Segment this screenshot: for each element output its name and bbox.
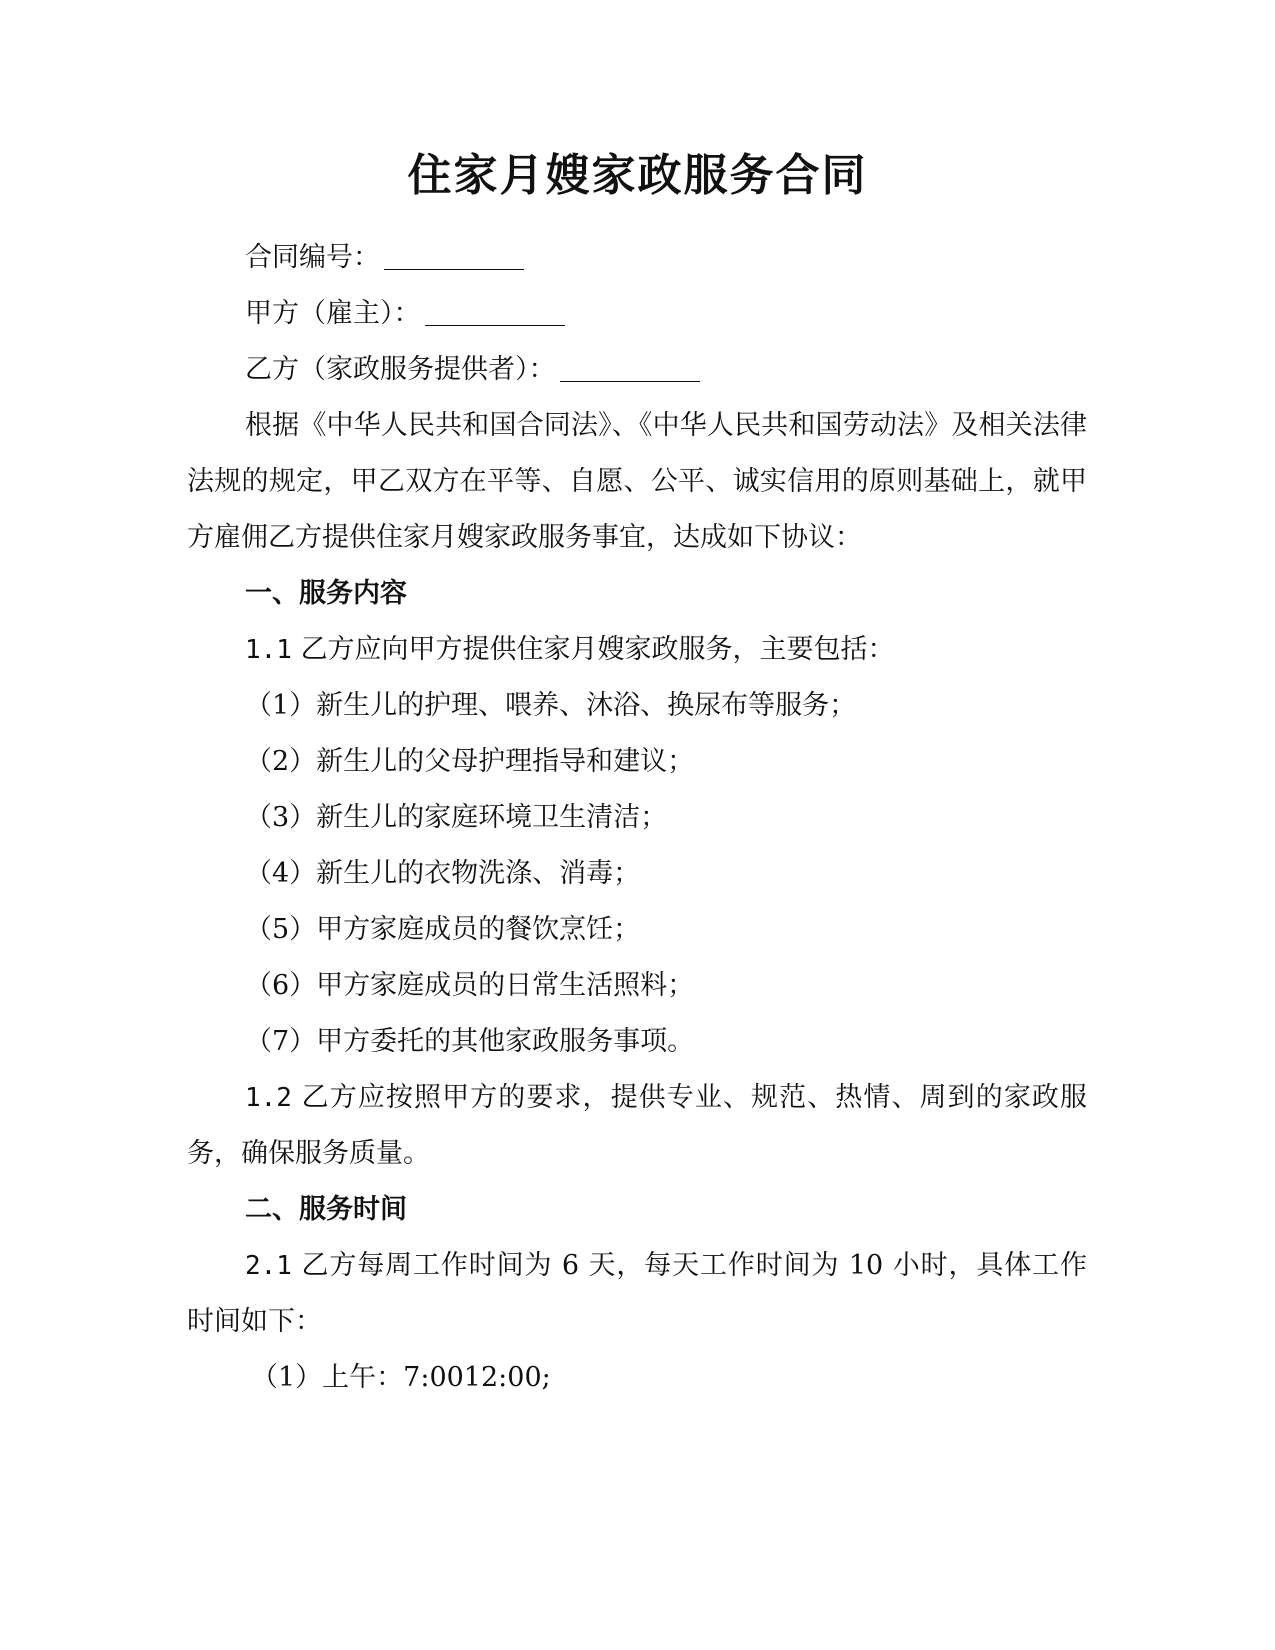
clause-1-1: [187, 622, 1087, 678]
service-item-5: （5）甲方家庭成员的餐饮烹饪；: [245, 914, 641, 945]
document-body: [187, 230, 1087, 1406]
service-item-7: （7）甲方委托的其他家政服务事项。: [245, 1026, 695, 1057]
service-item-1: （1）新生儿的护理、喂养、沐浴、换尿布等服务；: [245, 690, 857, 721]
work-time-item-1: （1）上午：7:0012:00;: [251, 1362, 551, 1393]
contract-number-label: 合同编号：: [245, 242, 380, 273]
clause-1-2-text: 乙方应按照甲方的要求，提供专业、规范、热情、周到的家政服务，确保服务质量。: [187, 1082, 1087, 1169]
contract-number-blank[interactable]: [384, 239, 524, 270]
service-item-3: （3）新生儿的家庭环境卫生清洁；: [245, 802, 668, 833]
clause-1-1-number: 1.1: [245, 635, 292, 665]
service-item-6: （6）甲方家庭成员的日常生活照料；: [245, 970, 695, 1001]
clause-2-1: [187, 1238, 1087, 1350]
service-item-2: （2）新生儿的父母护理指导和建议；: [245, 746, 695, 777]
section-2-heading: 二、服务时间: [245, 1194, 407, 1225]
preamble-paragraph: 根据《中华人民共和国合同法》、《中华人民共和国劳动法》及相关法律法规的规定，甲乙双方在平等、自愿、公平、诚实信用的原则基础上，就甲方雇佣乙方提供住家月嫂家政服务事宜，达成如下协议：: [187, 410, 1087, 553]
clause-2-1-text: 乙方每周工作时间为 6 天，每天工作时间为 10 小时，具体工作时间如下：: [187, 1250, 1087, 1337]
party-b-blank[interactable]: [560, 351, 700, 382]
contract-number-line: [187, 230, 1087, 286]
document-title: 住家月嫂家政服务合同: [407, 150, 868, 201]
party-a-blank[interactable]: [425, 295, 565, 326]
party-b-label: 乙方（家政服务提供者）：: [245, 354, 556, 385]
section-1-heading: 一、服务内容: [245, 578, 407, 609]
clause-1-2: [187, 1070, 1087, 1182]
service-item-4: （4）新生儿的衣物洗涤、消毒；: [245, 858, 641, 889]
party-a-label: 甲方（雇主）：: [245, 298, 421, 329]
party-b-line: [187, 342, 1087, 398]
party-a-line: [187, 286, 1087, 342]
clause-1-1-text: 乙方应向甲方提供住家月嫂家政服务，主要包括：: [300, 634, 895, 665]
clause-2-1-number: 2.1: [245, 1251, 292, 1281]
clause-1-2-number: 1.2: [245, 1083, 292, 1113]
